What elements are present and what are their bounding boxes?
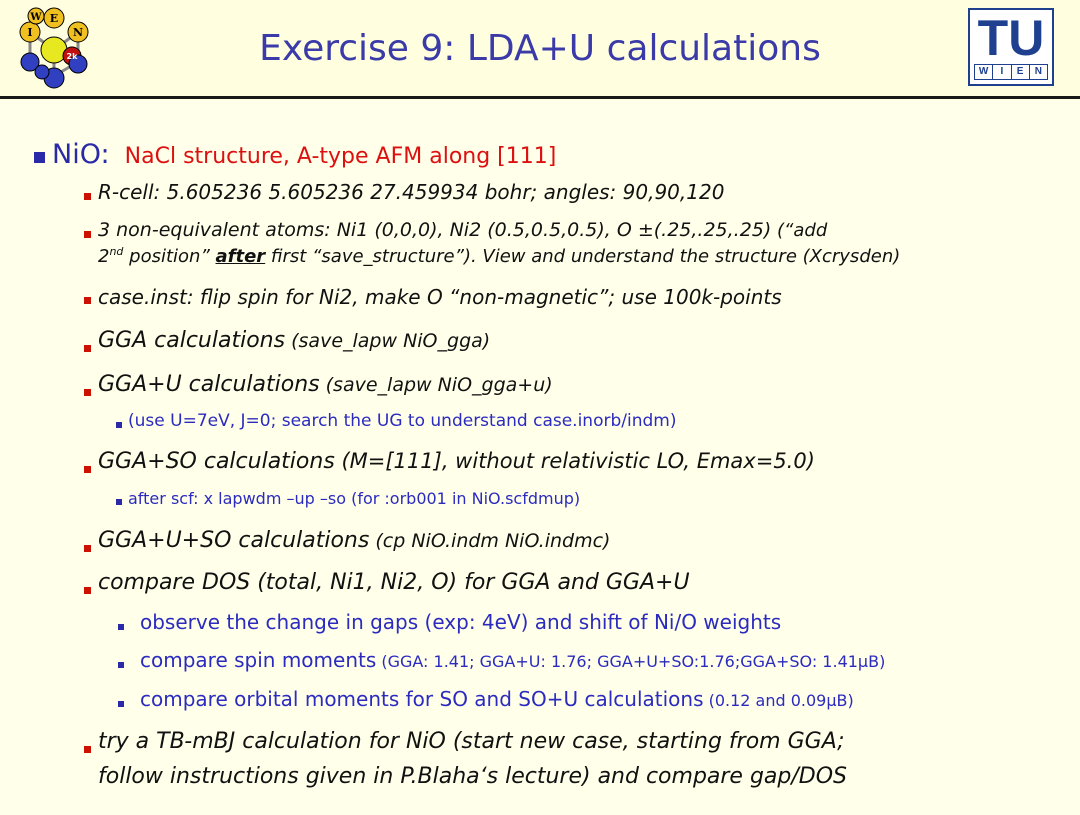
atoms-text: 3 non-equivalent atoms: Ni1 (0,0,0), Ni2 (0.5,0.5,0.5), O ±(.25,.25,.25) — [98, 219, 772, 241]
bullet-square — [116, 422, 122, 428]
bullet-square — [84, 587, 91, 594]
inst-item: case.inst: flip spin for Ni2, make O “non-magnetic”; use 100k-points — [98, 285, 782, 309]
wien-letter: W — [975, 65, 993, 79]
ggauso-item — [98, 528, 610, 553]
logo-letter-2k: 2k — [66, 52, 78, 61]
bullet-square — [84, 545, 91, 552]
atoms-sup: nd — [109, 245, 124, 258]
ggau-sub: (use U=7eV, J=0; search the UG to understand case.inorb/indm) — [128, 411, 677, 431]
bullet-square — [84, 746, 91, 753]
logo-letter-i: I — [27, 26, 33, 39]
dos-sub-gaps: observe the change in gaps (exp: 4eV) and shift of Ni/O weights — [140, 610, 782, 634]
atoms-after: after — [215, 246, 266, 267]
dos-sub-orbital — [140, 687, 854, 711]
bullet-square — [84, 193, 91, 200]
bullet-square — [118, 624, 124, 630]
tbmbj-line1: try a TB-mBJ calculation for NiO (start new case, starting from GGA; — [98, 729, 845, 754]
ggau-item — [98, 372, 553, 397]
dos-item: compare DOS (total, Ni1, Ni2, O) for GGA and GGA+U — [98, 570, 690, 595]
rcell-item: R-cell: 5.605236 5.605236 27.459934 bohr; angles: 90,90,120 — [98, 180, 725, 204]
wien-letter: I — [993, 65, 1011, 79]
orbital-label: compare orbital moments for SO and SO+U calculations — [140, 687, 704, 711]
bullet-square — [116, 499, 122, 505]
ggaso-sub: after scf: x lapwdm –up –so (for :orb001 in NiO.scfdmup) — [128, 489, 581, 508]
atoms-text-paren: (“add — [771, 220, 828, 241]
header-divider — [0, 96, 1080, 99]
spin-label: compare spin moments — [140, 648, 377, 672]
bullet-square — [84, 297, 91, 304]
ggaso-item — [98, 449, 815, 474]
wien-letter: E — [1012, 65, 1030, 79]
logo-letter-w: W — [30, 12, 42, 23]
bullet-square — [84, 389, 91, 396]
ggau-paren: (save_lapw NiO_gga+u) — [319, 374, 553, 396]
tbmbj-line2: follow instructions given in P.Blaha‘s lecture) and compare gap/DOS — [98, 764, 848, 789]
spin-values: (GGA: 1.41; GGA+U: 1.76; GGA+U+SO:1.76;GGA+SO: 1.41μB) — [376, 652, 886, 671]
gga-paren: (save_lapw NiO_gga) — [285, 330, 491, 352]
orbital-values: (0.12 and 0.09μB) — [703, 691, 854, 710]
ggauso-paren: (cp NiO.indm NiO.indmc) — [369, 530, 611, 552]
dos-sub-spin — [140, 648, 885, 672]
gga-label: GGA calculations — [98, 328, 286, 353]
ggau-label: GGA+U calculations — [98, 372, 320, 397]
wien-letter: N — [1034, 66, 1042, 77]
bullet-square — [84, 345, 91, 352]
nio-heading: NiO: — [52, 139, 110, 170]
atoms-item-line2 — [98, 245, 900, 267]
atoms-sup-base: 2 — [98, 246, 110, 267]
logo-letter-e: E — [49, 12, 59, 25]
bullet-square — [34, 152, 45, 163]
atoms-item-line1 — [98, 219, 827, 241]
gga-item — [98, 328, 490, 353]
bullet-square — [84, 466, 91, 473]
ggaso-label: GGA+SO calculations — [98, 449, 335, 474]
ggaso-paren: (M=[111], without relativistic LO, Emax=5.0) — [334, 449, 815, 473]
nio-heading-sub: NaCl structure, A-type AFM along [111] — [124, 144, 557, 169]
tu-wien-logo — [968, 8, 1054, 86]
bullet-square — [84, 231, 91, 238]
atoms-post: first “save_structure”). View and understand the structure (Xcrysden) — [265, 246, 901, 267]
header — [0, 0, 1080, 100]
atoms-pre: position” — [123, 246, 216, 267]
wien-logo-row — [974, 64, 1048, 80]
page-title: Exercise 9: LDA+U calculations — [259, 28, 821, 69]
logo-letter-n: N — [72, 26, 84, 39]
nio-heading-row — [52, 139, 556, 170]
tu-logo-text: TU — [977, 10, 1045, 66]
ggauso-label: GGA+U+SO calculations — [98, 528, 370, 553]
bullet-square — [118, 662, 124, 668]
bullet-square — [118, 701, 124, 707]
